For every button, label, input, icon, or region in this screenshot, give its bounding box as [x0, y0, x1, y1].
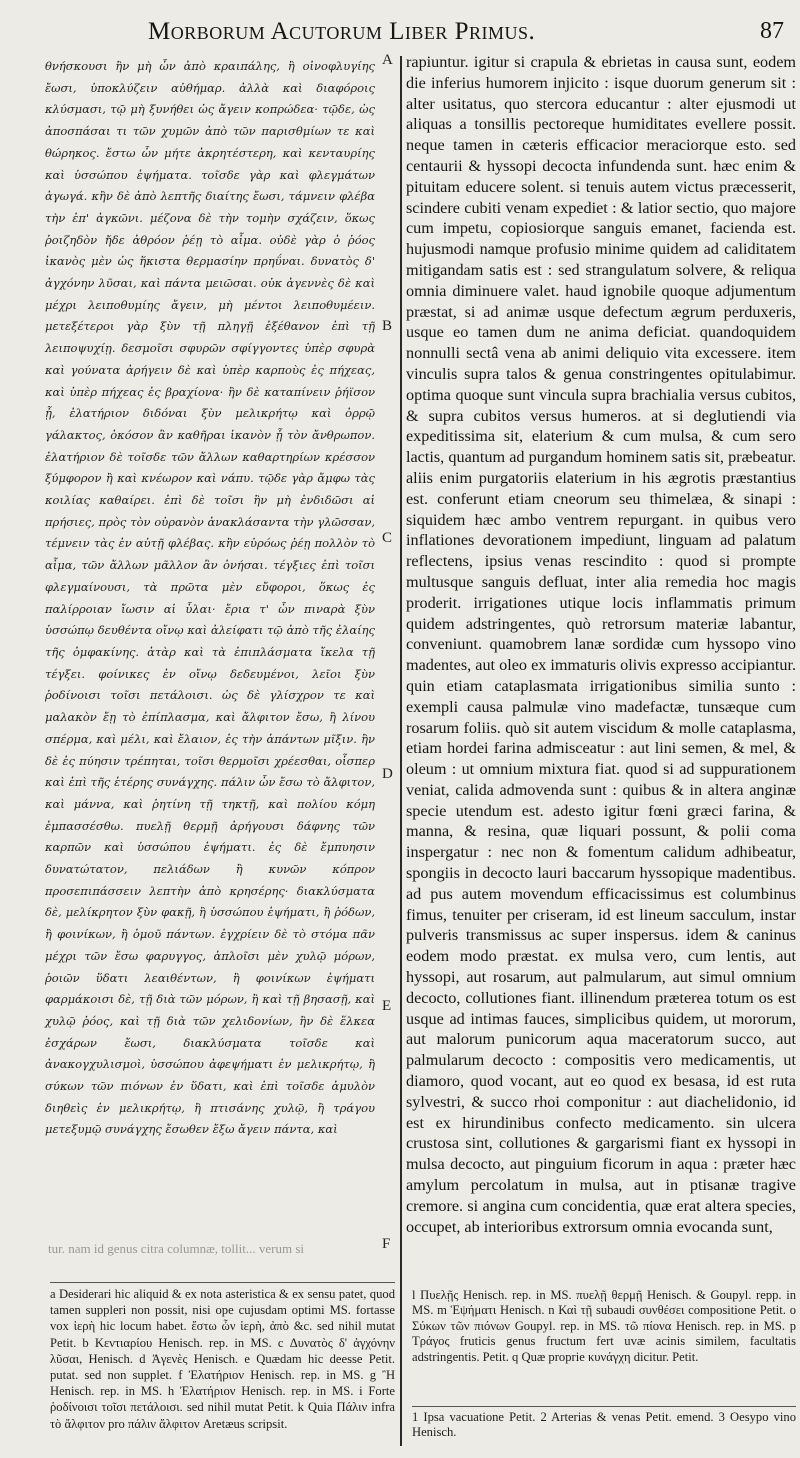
margin-letter-e: E	[382, 998, 392, 1014]
running-title: Morborum Acutorum Liber Primus.	[148, 18, 536, 45]
margin-letter-d: D	[382, 766, 393, 782]
bleed-through-line: tur. nam id genus citra columnæ, tollit... verum si	[48, 1241, 304, 1256]
column-divider	[400, 56, 402, 1446]
latin-column	[406, 52, 796, 1282]
footnotes-right-text: l Πυελῇς Henisch. rep. in MS. πυελῇ θερμῇ Henisch. & Goupyl. repp. in MS. m Ἑψήματι Henisch. n Καὶ τῇ subaudi συνθέσει compositione Petit. o Σύκων τῶν πιόνων Goupyl. rep. in MS. τῶ πίονα Henisch. rep. in MS. p Τράγος fruticis genus fructum fert uvæ acinis similem, facultatis adstringentis. Petit. q Quæ proprie κυνάγχη dicitur. Petit.	[412, 1288, 796, 1364]
page-header	[0, 14, 800, 54]
bleed-through-text	[48, 1240, 388, 1280]
margin-letter-a: A	[382, 52, 393, 68]
margin-letter-b: B	[382, 318, 393, 334]
footnotes-right	[412, 1288, 796, 1398]
greek-text: θνήσκουσι ἢν μὴ ὦν ἀπὸ κραιπάλης, ἢ οἰνοφλυγίης ἔωσι, ὑποκλύζειν αὐθήμαρ. ἀλλὰ καὶ διαφόροις κλύσμασι, τῷ μὴ ξυνήθει ὡς ἄγειν κοπρώδεα· τῷδε, ὡς ἀποσπάσαι τι τῶν χυμῶν ἀπὸ τῶν παρισθμίων τε καὶ θώρηκος. ἔστω ὦν μήτε ἀκρητέστερη, καὶ κενταυρίης καὶ ὑσσώπου ἑψήματα. τοῖσδε γὰρ καὶ φλεγμάτων ἀγωγά. κἢν δὲ ἀπὸ λεπτῆς διαίτης ἔωσι, τάμνειν φλέβα τὴν ἐπ' ἀγκῶνι. μέζονα δὲ τὴν τομὴν σχάζειν, ὅκως ῥοιζηδὸν ἤδε ἀθρόον ῥέῃ τὸ αἷμα. οὐδὲ γὰρ ὁ ῥόος ἱκανὸς μὲν ὡς ἥκιστα θερμασίην πρηΰναι. δυνατὸς δ' ἀγχόνην λῦσαι, καὶ πάντα μειῶσαι. οὐκ ἀγεννὲς δὲ καὶ μέχρι λειποθυμίης ἄγειν, μὴ μέντοι λειποθυμέειν. μετεξέτεροι γὰρ ξὺν τῇ πληγῇ ἐξέθανον ἐπὶ τῇ λειποψυχίῃ. δεσμοῖσι σφυρῶν σφίγγοντες ὑπὲρ σφυρὰ καὶ γούνατα ἀρήγειν δὲ καὶ ὑπὲρ καρποὺς ἐς πήχεας, καὶ ὑπὲρ πήχεας ἐς βραχίονα· ἢν δὲ καταπίνειν ῥήϊσον ᾖ, ἐλατήριον διδόναι ξὺν μελικρήτῳ καὶ ὀρρῷ γάλακτος, ὁκόσον ἂν καθῆραι ἱκανὸν ᾖ τὸν ἄνθρωπον. ἐλατήριον δὲ τοῖσδε τῶν ἄλλων καθαρτηρίων κρέσσον ξύμφορον ἢ καὶ κνέωρον καὶ νάπυ. τῷδε γὰρ ἄμφω τὰς κοιλίας καθαίρει. ἐπὶ δὲ τοῖσι ἢν μὴ ἐνδιδῶσι αἱ πρήσιες, πρὸς τὸν οὐρανὸν ἀνακλάσαντα τὴν γλῶσσαν, τέμνειν τὰς ἐν αὐτῇ φλέβας. κἢν εὐρόως ῥέῃ πολλὸν τὸ αἷμα, τῶν ἄλλων μᾶλλον ἂν ὀνήσαι. τέγξιες ἐπὶ τοῖσι φλεγμαίνουσι, τὰ πρῶτα μὲν εὔφοροι, ὅκως ἐς παλίρροιαν ἴωσιν αἱ ὗλαι· ἔρια τ' ὦν πιναρὰ ξὺν ὑσσώπῳ δευθέντα οἴνῳ καὶ ἀλείφατι τῷ ἀπὸ τῆς ἐλαίης τῆς ὀμφακίνης. ἀτὰρ καὶ τὰ ἐπιπλάσματα ἴκελα τῇ τέγξει. φοίνικες ἐν οἴνῳ δεδευμένοι, λεῖοι ξὺν ῥοδίνοισι τοῖσι πετάλοισι. ὡς δὲ γλίσχρον τε καὶ μαλακὸν ἔῃ τὸ ἐπίπλασμα, καὶ ἄλφιτον ἔσω, ἢ λίνου σπέρμα, καὶ μέλι, καὶ ἔλαιον, ἐς τὴν ἁπάντων μῖξιν. ἢν δὲ ἐς πύησιν τρέπηται, τοῖσι θερμοῖσι χρέεσθαι, οἷσπερ καὶ ἐπὶ τῆς ἑτέρης συνάγχης. πάλιν ὦν ἔσω τὸ ἄλφιτον, καὶ μάννα, καὶ ῥητίνη τῇ τηκτῇ, καὶ πολίου κόμη ἐμπασσέσθω. πυελῇ θερμῇ ἀρήγουσι δάφνης τῶν καρπῶν καὶ ὑσσώπου ἑψήματι. ἐς δὲ ἔμπυησιν δυνατώτατον, πελιάδων ἢ κυνῶν κόπρον προσεπιπάσσειν λεπτὴν ἀπὸ κρησέρης· διακλύσματα δὲ, μελίκρητον ξὺν φακῇ, ἢ ὑσσώπου ἑψήματι, ἢ ῥόδων, ἢ φοινίκων, ἢ ὁμοῦ πάντων. ἐγχρίειν δὲ τὸ στόμα πᾶν μέχρι τῶν ἔσω φαρυγγος, ἁπλοῖσι μὲν χυλῷ μόρων, ῥοιῶν ὕδατι λεαιθέντων, ἢ φοινίκων ἑψήματι φαρμάκοισι δὲ, τῇ διὰ τῶν μόρων, ἢ καὶ τῇ βησασῇ, καὶ χυλῷ ῥόος, καὶ τῇ διὰ τῶν χελιδονίων, ἢν δὲ ἕλκεα ἐσχάρων ἔωσι, διακλύσματα τοῖσδε καὶ ἀνακογχυλισμοὶ, ὑσσώπου ἀφεψήματι ἐν μελικρήτῳ, ἢ σύκων τῶν πιόνων ἐν ὕδατι, καὶ ἐπὶ τοῖσδε ἀμυλὸν διηθεὶς ἐν μελικρήτῳ, ἢ πτισάνης χυλῷ, ἢ τράγου μετεξυμῷ συνάγχης ἔσωθεν ἔξω ἄγειν πάντα, καὶ	[45, 59, 375, 1137]
greek-column	[45, 56, 375, 1137]
footnotes-right-bottom	[412, 1410, 796, 1454]
footnote-rule-left	[50, 1282, 395, 1283]
margin-letter-f: F	[382, 1236, 391, 1252]
footnote-rule-right	[412, 1406, 796, 1407]
footnotes-right-bottom-text: 1 Ipsa vacuatione Petit. 2 Arterias & venas Petit. emend. 3 Oesypo vino Henisch.	[412, 1410, 796, 1440]
footnotes-left	[50, 1286, 395, 1451]
footnotes-left-text: a Desiderari hic aliquid & ex nota asteristica & ex sensu patet, quod tamen suppleri non possit, nisi ope cujusdam optimi MS. fortasse vox ἱερὴ hic locum habet. ἔστω ὦν ἱερὴ, ἀπὸ &c. sed nihil mutat Petit. b Κεντιαρίου Henisch. rep. in MS. c Δυνατὸς δ' ἀγχόνην λῦσαι, Henisch. d Ἀγενὲς Henisch. e Quædam hic deesse Petit. putat. sed non supplet. f Ἐλατήριον Henisch. rep. in MS. g Ἢ Henisch. rep. in MS. h Ἐλατήριον Henisch. rep. in MS. i Forte ῥοδίνοισι τοῖσι πετάλοισι. sed nihil mutat Petit. k Quia Πάλιν infra τὸ ἄλφιτον pro πάλιν ἄλφιτον Aretæus scripsit.	[50, 1287, 395, 1431]
latin-text: rapiuntur. igitur si crapula & ebrietas in causa sunt, eodem die inferius humorem injicito : isque duorum generum sit : alter usitatus, quo stercora educantur : alter ejusmodi ut aliquas a tonsillis pectoreque humiditates evellere possit. neque tamen in cæteris efficacior meraciorque esto. sed centaurii & hyssopi decocta infundenda sunt. hæc enim & pituitam educere solent. si tenuis autem victus præcesserit, scindere cubiti venam expediet : & latior sectio, quo majore cum impetu, copiosiorque sanguis emanet, facienda est. hujusmodi namque profusio minime quidem ad caliditatem mitigandam satis est : sed strangulatum solvere, & reliqua omnia diminuere valet. haud ignobile quoque adjumentum præstat, si ad animæ usque defectum ægrum perduxeris, usque eo tamen dum ne anima deficiat. quandoquidem nonnulli sectâ vena ab animi deliquio vita excessere. item vinculis supra talos & genua constringentes opitulabimur. optima quoque sunt vincula supra brachialia versus cubitos, & supra cubitos versus humeros. at si deglutiendi via expeditissima sit, elaterium & cum mulsa, & cum sero lactis, quantum ad purgandum hominem satis sit, præbeatur. aliis enim purgatoriis elaterium in his ægrotis præstantius est. conferunt etiam cneorum seu thimelæa, & sinapi : siquidem hæc ambo ventrem repurgant. in quibus vero inflationes devorationem impediunt, linguam ad palatum reflectens, ipsius venas rescindito : quod si prompte multusque sanguis defluat, inter alia remedia hoc magis proderit. irrigationes utique locis inflammatis primum quidem adstringentes, quò retrorsum materiæ labantur, conveniunt. quamobrem lanæ sordidæ cum hyssopo vino madentes, aut oleo ex immaturis olivis expresso accipiantur. quin etiam cataplasmata irrigationibus similia sunto : exempli causa palmulæ vino madefactæ, tunsæque cum rosarum foliis. quò sit autem viscidum & molle cataplasma, etiam hordei farina admisceatur : aut lini semen, & mel, & oleum : ut omnium mixtura fiat. quod si ad suppurationem veniat, calida admovenda sunt : quibus & in altera anginæ specie utendum est. adesto igitur fœni græci farina, & manna, & resina, quæ liquari possunt, & polii coma inspergatur : nec non & fomentum calidum adhibeatur, spongiis in decocto lauri baccarum hyssopique madentibus. ad pus autem movendum efficacissimus est columbinus fimus, tenuiter per criseram, id est lineum sacculum, instar pulveris transmissus ac super inspersus. idem & caninus eodem modo præstat. ex mulsa vero, cum lentis, aut hyssopi, aut rosarum, aut palmularum, aut simul omnium decocto, collutiones fiant. illinendum præterea totum os est usque ad intimas fauces, simplicibus quidem, ut mororum, aut malorum punicorum aqua maceratorum succo, aut palmularum decocto : compositis vero medicamentis, ut diamoro, quod vocant, aut eo quod ex besasa, id est ruta sylvestri, & succo rhoi componitur : aut diachelidonio, id est ex hirundinibus confecto medicamento. sin ulcera crustosa sint, collutiones & gargarismi fiant ex hyssopi in mulsa decocto, aut pinguium ficorum in aqua : præter hæc amylum percolatum in mulsa, aut in ptisanæ tragive cremore. si angina cum concidentia, quæ erat altera species, occupet, ab interioribus extrorsum omnia evocanda sunt,	[406, 53, 796, 1236]
page-number: 87	[760, 18, 784, 44]
margin-letter-c: C	[382, 530, 393, 546]
